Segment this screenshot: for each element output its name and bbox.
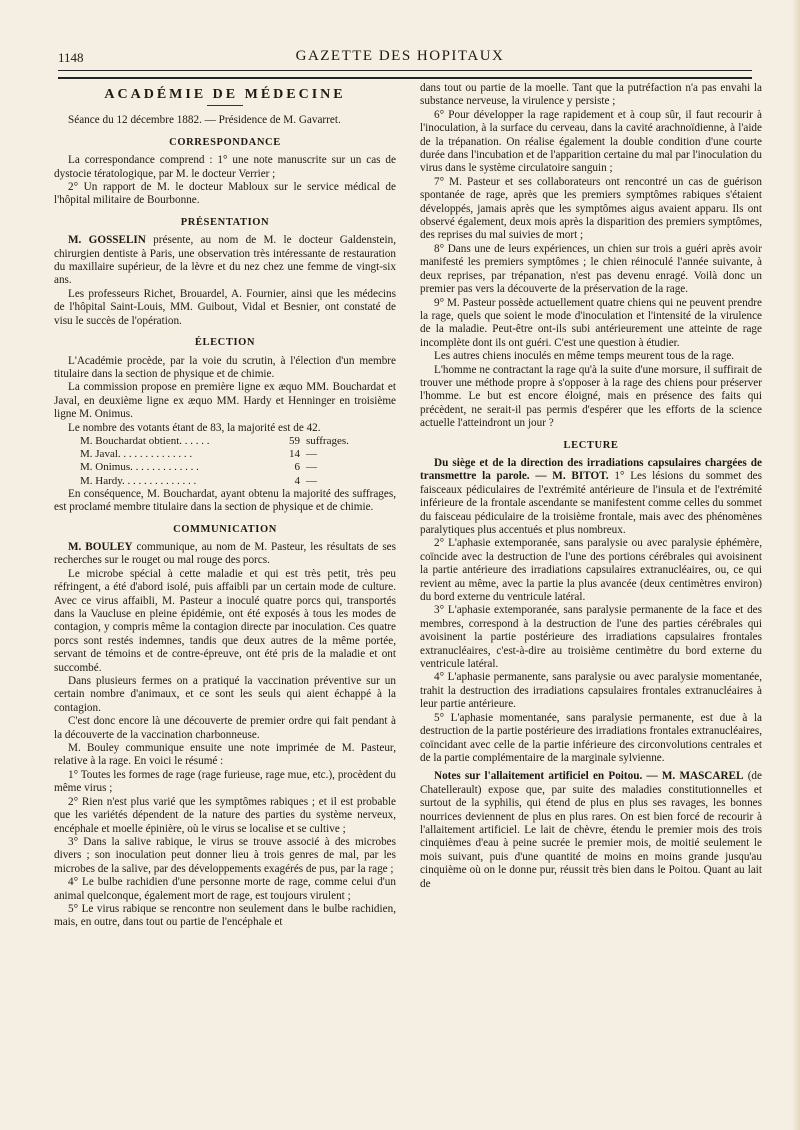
vote-unit: suffrages.	[306, 434, 349, 447]
paragraph: L'homme ne contractant la rage qu'à la suite d'une morsure, il suffirait de trouver une méthode propre à s'opposer à la rage des chiens pour préserver l'homme. Le but est encore éloigné, mais en présence des faits qui précèdent, ne serait-il pas permis d'espérer que les efforts de la science actuelle l'atteindront un jour ?	[420, 363, 762, 430]
paragraph: La correspondance comprend : 1° une note manuscrite sur un cas de dystocie tératologique, par M. le docteur Verrier ;	[54, 154, 396, 180]
paragraph: 2° L'aphasie extemporanée, sans paralysie ou avec paralysie éphémère, coïncide avec la destruction de l'une des portions cérébrales qui avoisinent la partie antérieure des irradiations capsulaires extranucléaires, ou, ce qui revient au même, avec la partie la plus avancée (deux centimètres environ) du bord externe du ventricule latéral.	[420, 537, 762, 604]
speaker-name: M. GOSSELIN	[68, 234, 146, 247]
communication-heading: COMMUNICATION	[173, 523, 277, 535]
paragraph: Les professeurs Richet, Brouardel, A. Fournier, ainsi que les médecins de l'hôpital Saint-Louis, MM. Guibout, Vidal et Besnier, ont constaté de visu le succès de l'opération.	[54, 287, 396, 327]
vote-unit: —	[306, 474, 317, 487]
lecture-heading: LECTURE	[563, 439, 619, 451]
paragraph: 9° M. Pasteur possède actuellement quatre chiens qui ne peuvent prendre la rage, quels que soient le mode d'inoculation et l'intensité de la virulence de la maladie. Peut-être ont-ils subi antérieurement une atteinte de rage incomplète dont ils ont guéri. C'est une question à étudier.	[420, 296, 762, 349]
paragraph-text: communique, au nom de M. Pasteur, les résultats de ses recherches sur le rouget ou mal rouge des porcs.	[54, 540, 396, 567]
paragraph: 3° Dans la salive rabique, le virus se trouve associé à des microbes divers ; son inoculation peut donner lieu à trois genres de mal, par les microbes de la salive, par des développements exagérés de pus, par la rage ;	[54, 835, 396, 875]
paragraph: 5° L'aphasie momentanée, sans paralysie permanente, est due à la destruction de la partie postérieure des irradiations frontales extranucléaires, coïncidant avec celle de la partie inférieure des circonvolutions centrales et de la partie complémentaire de la marginale sylvienne.	[420, 711, 762, 764]
paragraph-text: 1° Les lésions du sommet des faisceaux pédiculaires de l'extrémité antérieure de l'insula et de l'extrémité inférieure de la frontale ascendante se manifestent comme celles du sommet du faisceau pédiculaire de la troisième frontale, mais avec des phénomènes paralytiques plus accentués et plus nombreux.	[420, 470, 762, 536]
paragraph: 4° Le bulbe rachidien d'une personne morte de rage, comme celui d'un animal quelconque, également mort de rage, est toujours virulent ;	[54, 876, 396, 902]
vote-count: 59	[289, 434, 300, 447]
vote-row	[80, 448, 396, 461]
paragraph: dans tout ou partie de la moelle. Tant que la putréfaction n'a pas envahi la substance nerveuse, la virulence y persiste ;	[420, 82, 762, 108]
section-divider	[207, 105, 243, 106]
header-rule	[58, 70, 752, 79]
paragraph: M. Bouley communique ensuite une note imprimée de M. Pasteur, relative à la rage. En voici le résumé :	[54, 742, 396, 768]
paragraph: 2° Un rapport de M. le docteur Mabloux sur le service médical de l'hôpital militaire de Bourbonne.	[54, 181, 396, 207]
page-header	[52, 46, 748, 68]
page-number: 1148	[58, 50, 84, 65]
paragraph: C'est donc encore là une découverte de premier ordre qui fait pendant à la découverte de la vaccination charbonneuse.	[54, 715, 396, 741]
paragraph: Le microbe spécial à cette maladie et qui est très petit, très peu réfringent, a été d'abord isolé, puis affaibli par un certain mode de culture. Avec ce virus affaibli, M. Pasteur a inoculé quatre porcs qui, transportés dans la Vaucluse en pleine épidémie, ont été exposés à tous les modes de contagion, y compris même la contagion directe par inoculation. Ces quatre porcs sont restés indemnes, tandis que deux autres de la même portée, servant de témoins et de contre-épreuve, ont été pris de la maladie et ont succombé.	[54, 567, 396, 674]
speaker-name: M. BOULEY	[68, 540, 133, 553]
paragraph: 1° Toutes les formes de rage (rage furieuse, rage mue, etc.), procèdent du même virus ;	[54, 768, 396, 795]
paragraph	[420, 770, 762, 891]
section-title: ACADÉMIE DE MÉDECINE	[104, 87, 346, 102]
vote-row	[80, 475, 396, 488]
paragraph: Dans plusieurs fermes on a pratiqué la vaccination préventive sur un certain nombre d'animaux, et ce sont les seuls qui aient échappé à la contagion.	[54, 675, 396, 714]
notes-title: Notes sur l'allaitement artificiel en Poitou.	[434, 770, 643, 783]
presentation-heading: PRÉSENTATION	[180, 216, 270, 228]
vote-count: 6	[294, 461, 300, 474]
paragraph	[54, 541, 396, 568]
vote-row	[80, 435, 396, 448]
lecture-author: — M. BITOT.	[529, 470, 609, 483]
paragraph-text: présente, au nom de M. le docteur Galdenstein, chirurgien dentiste à Paris, une observation très intéressante de restauration du maxillaire supérieur, de la lèvre et du nez chez une femme de vingt-six ans.	[54, 234, 396, 287]
paragraph: 7° M. Pasteur et ses collaborateurs ont rencontré un cas de guérison spontanée de rage, après que les premiers symptômes rabiques s'étaient développés, jamais après que les symptômes aigus avaient apparu. Ils ont observé également, deux mois après la disparition des premiers symptômes, des reprises du mal suivies de mort ;	[420, 175, 762, 242]
vote-table	[80, 435, 396, 488]
vote-unit: —	[306, 448, 317, 461]
vote-row	[80, 461, 396, 474]
correspondance-heading: CORRESPONDANCE	[169, 136, 281, 148]
election-heading: ÉLECTION	[194, 337, 256, 349]
paragraph: En conséquence, M. Bouchardat, ayant obtenu la majorité des suffrages, est proclamé membre titulaire dans la section de physique et de chimie.	[54, 487, 396, 514]
paragraph: La commission propose en première ligne ex æquo MM. Bouchardat et Javal, en deuxième ligne ex æquo MM. Hardy et Henninger en troisième ligne M. Onimus.	[54, 381, 396, 421]
paragraph: 2° Rien n'est plus varié que les symptômes rabiques ; et il est probable que les variétés dépendent de la nature des parties du système nerveux, encéphale et moelle épinière, où le virus se localise et se cultive ;	[54, 795, 396, 835]
paragraph	[420, 457, 762, 537]
paragraph-text: (de Chatellerault) expose que, par suite des maladies constitutionnelles et surtout de la syphilis, qui étend de plus en plus ses ravages, les bonnes nourrices deviennent de plus en plus rares. On est bien forcé de recourir à l'allaitement artificiel. Le lait de chèvre, étendu le premier mois des trois cinquièmes d'eau à peine sucrée le premier mois, de moitié seulement le mois suivant, puis d'une quantité de moins en moins grande jusqu'au cinquième où on le donne pur, réussit très bien dans le Poitou. Quant au lait de	[420, 770, 762, 890]
vote-unit: —	[306, 461, 317, 474]
paragraph: 8° Dans une de leurs expériences, un chien sur trois a guéri après avoir manifesté les premiers symptômes ; le chien réinoculé l'année suivante, à deux reprises, par trépanation, n'est pas devenu enragé. Voilà donc un premier pas vers la découverte de la préservation de la rage.	[420, 242, 762, 296]
vote-candidate: M. Hardy. . . . . . . . . . . . . .	[80, 474, 197, 487]
paragraph: 5° Le virus rabique se rencontre non seulement dans le bulbe rachidien, mais, en outre, dans tout ou partie de l'encéphale et	[54, 902, 396, 929]
vote-candidate: M. Javal. . . . . . . . . . . . . .	[80, 448, 193, 461]
vote-candidate: M. Bouchardat obtient. . . . . .	[80, 434, 210, 447]
paragraph: Les autres chiens inoculés en même temps meurent tous de la rage.	[434, 350, 735, 363]
vote-count: 4	[294, 474, 300, 487]
notes-author: — M. MASCAREL	[642, 770, 744, 783]
left-column	[54, 82, 396, 930]
journal-title: GAZETTE DES HOPITAUX	[295, 48, 505, 64]
paragraph: L'Académie procède, par la voie du scrutin, à l'élection d'un membre titulaire dans la section de physique et de chimie.	[54, 354, 396, 380]
paragraph: 4° L'aphasie permanente, sans paralysie ou avec paralysie momentanée, trahit la destruction des irradiations capsulaires frontales extranucléaires à leur partie antérieure.	[420, 671, 762, 711]
vote-count: 14	[289, 448, 300, 461]
lecture-title: Du siège et de la direction des irradiations capsulaires chargées de transmettre la parole.	[420, 456, 762, 483]
paragraph	[54, 234, 396, 288]
page-edge	[792, 0, 800, 1130]
paragraph: Le nombre des votants étant de 83, la majorité est de 42.	[68, 421, 321, 434]
paragraph: 6° Pour développer la rage rapidement et à coup sûr, il faut recourir à l'inoculation, à la surface du cerveau, dans la cavité arachnoïdienne, à l'aide de la trépanation. On réalise également la double condition d'une courte durée dans l'incubation et de l'apparition certaine du mal par l'inoculation du virus dans le système circulatoire sanguin ;	[420, 108, 762, 175]
right-column	[420, 82, 762, 891]
vote-candidate: M. Onimus. . . . . . . . . . . . .	[80, 461, 199, 474]
session-line: Séance du 12 décembre 1882. — Présidence de M. Gavarret.	[68, 114, 341, 127]
paragraph: 3° L'aphasie extemporanée, sans paralysie permanente de la face et des membres, correspond à la destruction de l'une des parties cérébrales qui avoisinent la partie postérieure des irradiations capsulaires frontales extranucléaires, c'est-à-dire au troisième centimètre du bord externe du ventricule latéral.	[420, 604, 762, 671]
